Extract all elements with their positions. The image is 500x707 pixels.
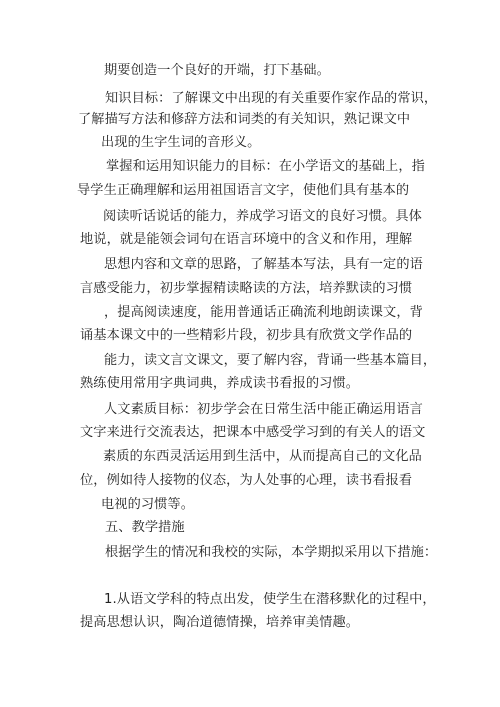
text-line: ，提高阅读速度，能用普通话正确流利地朗读课文，背	[104, 305, 423, 320]
text-line: 素质的东西灵活运用到生活中，从而提高自己的文化品	[103, 449, 422, 464]
text-line: 掌握和运用知识能力的目标：在小学语文的基础上，指	[106, 159, 425, 174]
text-line: 提高思想认识，陶冶道德情操，培养审美情趣。	[80, 615, 360, 630]
text-line: 言感受能力，初步掌握精读略读的方法，培养默读的习惯	[80, 281, 413, 296]
text-line: 了解描写方法和修辞方法和词类的有关知识，熟记课文中	[78, 112, 411, 127]
text-line: 期要创造一个良好的开端，打下基础。	[104, 63, 330, 78]
text-line: 阅读听话说话的能力，养成学习语文的良好习惯。具体	[103, 209, 422, 224]
text-line: 能力，读文言文课文，要了解内容，背诵一些基本篇目，	[104, 353, 437, 368]
text-line: 1.从语文学科的特点出发，使学生在潜移默化的过程中，	[104, 592, 436, 607]
text-line: 地说，就是能领会词句在语言环境中的含义和作用，理解	[80, 232, 413, 247]
text-line: 思想内容和文章的思路，了解基本写法，具有一定的语	[104, 257, 423, 272]
text-line: 诵基本课文中的一些精彩片段，初步具有欣赏文学作品的	[80, 328, 413, 343]
text-line: 根据学生的情况和我校的实际，本学期拟采用以下措施：	[105, 545, 438, 560]
text-line: 电视的习惯等。	[101, 497, 195, 512]
text-line: 文字来进行交流表达，把课本中感受学习到的有关人的语文	[80, 425, 426, 440]
text-line: 导学生正确理解和运用祖国语言文字，使他们具有基本的	[77, 183, 410, 198]
text-line: 知识目标：了解课文中出现的有关重要作家作品的常识，	[105, 91, 438, 106]
text-line: 人文素质目标：初步学会在日常生活中能正确运用语言	[104, 402, 423, 417]
text-line: 位，例如待人接物的仪态，为人处事的心理，读书看报看	[80, 473, 413, 488]
text-line: 熟练使用常用字典词典，养成读书看报的习惯。	[80, 376, 360, 391]
text-line: 出现的生字生词的音形义。	[101, 135, 261, 150]
section-heading: 五、教学措施	[105, 520, 185, 535]
